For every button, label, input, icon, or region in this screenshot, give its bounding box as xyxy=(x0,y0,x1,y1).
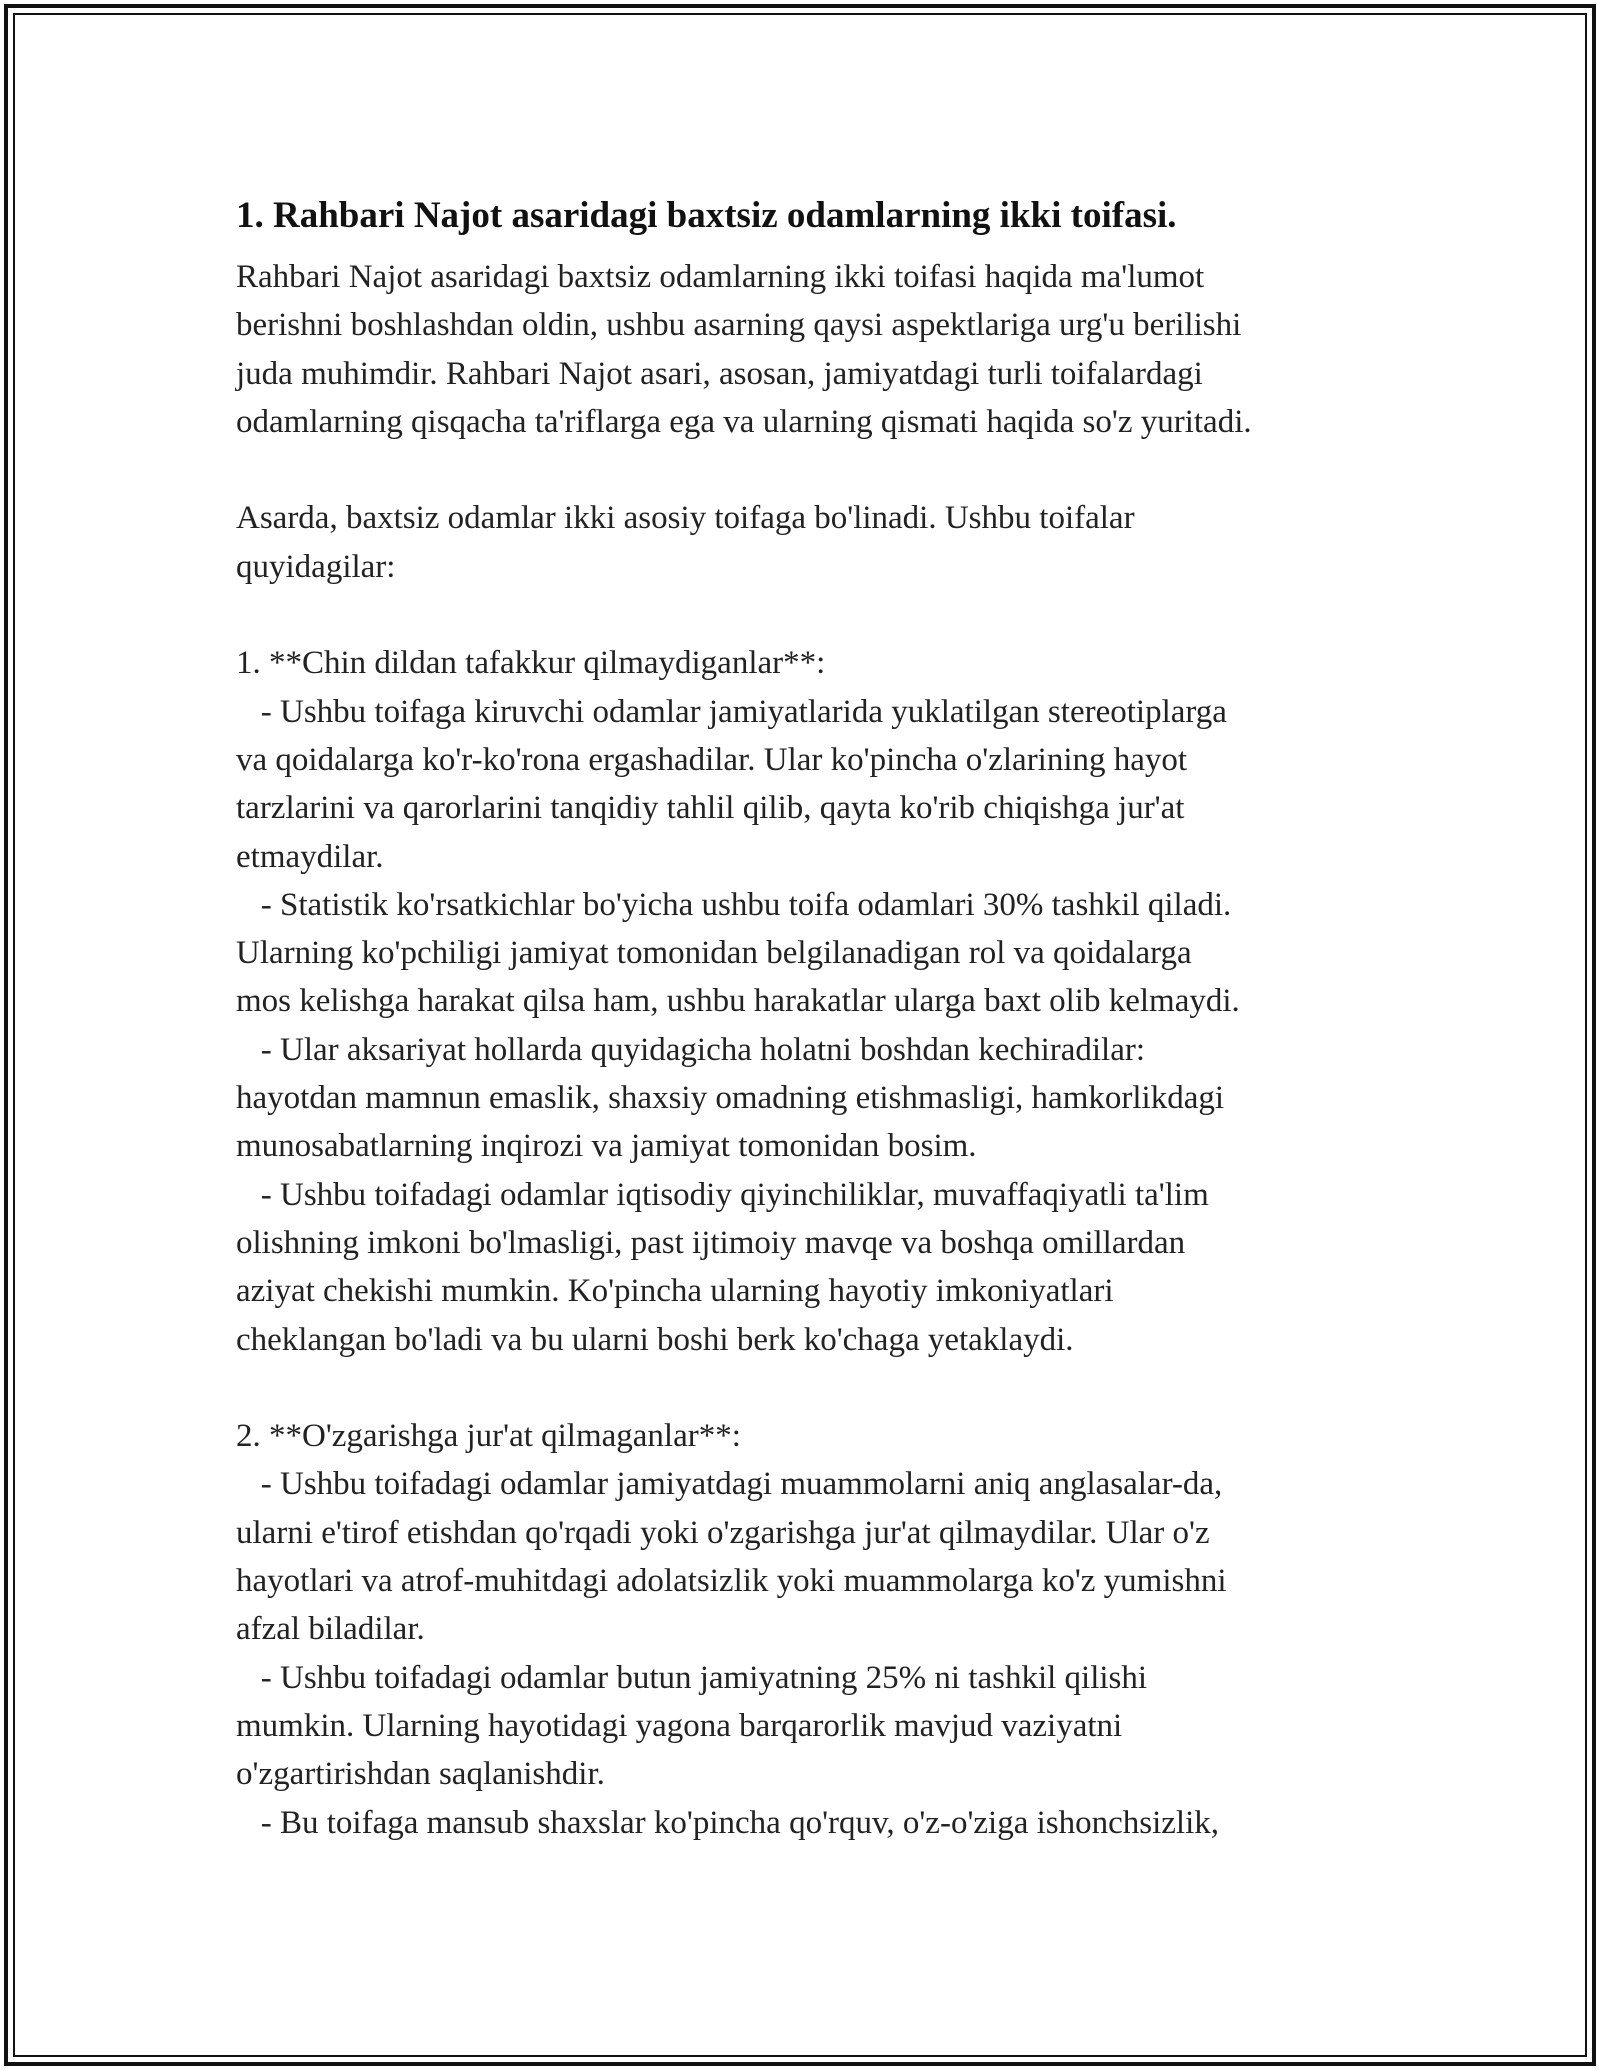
text-line: va qoidalarga ko'r-ko'rona ergashadilar. Ular ko'pincha o'zlarining hayot xyxy=(236,741,1188,778)
text-line: etmaydilar. xyxy=(236,838,384,875)
text-line: - Ushbu toifadagi odamlar jamiyatdagi muammolarni aniq anglasalar-da, xyxy=(236,1466,1223,1503)
paragraph-gap xyxy=(236,591,1416,639)
text-line: munosabatlarning inqirozi va jamiyat tomonidan bosim. xyxy=(236,1128,977,1165)
text-line: - Statistik ko'rsatkichlar bo'yicha ushbu toifa odamlari 30% tashkil qiladi. xyxy=(236,886,1232,923)
text-line: - Ushbu toifaga kiruvchi odamlar jamiyatlarida yuklatilgan stereotiplarga xyxy=(236,693,1227,730)
text-line: - Ushbu toifadagi odamlar iqtisodiy qiyinchiliklar, muvaffaqiyatli ta'lim xyxy=(236,1176,1209,1213)
document-content xyxy=(236,185,1416,1847)
category-1-bullet-1 xyxy=(236,688,1416,881)
document-title: 1. Rahbari Najot asaridagi baxtsiz odamlarning ikki toifasi. xyxy=(236,195,1177,236)
document-body xyxy=(236,253,1416,1847)
text-line: Asarda, baxtsiz odamlar ikki asosiy toifaga bo'linadi. Ushbu toifalar xyxy=(236,500,1135,537)
text-line: afzal biladilar. xyxy=(236,1611,425,1648)
paragraph-gap xyxy=(236,446,1416,494)
category-2-heading: 2. **O'zgarishga jur'at qilmaganlar**: xyxy=(236,1418,741,1455)
category-2-section xyxy=(236,1412,1416,1847)
category-1-bullet-2 xyxy=(236,881,1416,1026)
paragraph-gap xyxy=(236,1364,1416,1412)
text-line: odamlarning qisqacha ta'riflarga ega va ularning qismati haqida so'z yuritadi. xyxy=(236,403,1252,440)
text-line: hayotdan mamnun emaslik, shaxsiy omadning etishmasligi, hamkorlikdagi xyxy=(236,1080,1225,1117)
text-line: cheklangan bo'ladi va bu ularni boshi berk ko'chaga yetaklaydi. xyxy=(236,1321,1074,1358)
text-line: - Ushbu toifadagi odamlar butun jamiyatning 25% ni tashkil qilishi xyxy=(236,1659,1148,1696)
text-line: ularni e'tirof etishdan qo'rqadi yoki o'zgarishga jur'at qilmaydilar. Ular o'z xyxy=(236,1514,1210,1551)
category-2-bullet-3 xyxy=(236,1799,1416,1847)
text-line: o'zgartirishdan saqlanishdir. xyxy=(236,1756,605,1793)
category-2-bullet-2 xyxy=(236,1654,1416,1799)
category-1-bullet-4 xyxy=(236,1171,1416,1364)
text-line: olishning imkoni bo'lmasligi, past ijtimoiy mavqe va boshqa omillardan xyxy=(236,1224,1186,1261)
text-line: - Bu toifaga mansub shaxslar ko'pincha qo'rquv, o'z-o'ziga ishonchsizlik, xyxy=(236,1804,1220,1841)
text-line: tarzlarini va qarorlarini tanqidiy tahlil qilib, qayta ko'rib chiqishga jur'at xyxy=(236,790,1185,827)
text-line: juda muhimdir. Rahbari Najot asari, asosan, jamiyatdagi turli toifalardagi xyxy=(236,355,1203,392)
text-line: Ularning ko'pchiligi jamiyat tomonidan belgilanadigan rol va qoidalarga xyxy=(236,935,1192,972)
category-2-bullet-1 xyxy=(236,1460,1416,1653)
category-1-bullet-3 xyxy=(236,1026,1416,1171)
text-line: - Ular aksariyat hollarda quyidagicha holatni boshdan kechiradilar: xyxy=(236,1031,1146,1068)
text-line: mos kelishga harakat qilsa ham, ushbu harakatlar ularga baxt olib kelmaydi. xyxy=(236,983,1240,1020)
text-line: mumkin. Ularning hayotidagi yagona barqarorlik mavjud vaziyatni xyxy=(236,1707,1123,1744)
text-line: aziyat chekishi mumkin. Ko'pincha ularning hayotiy imkoniyatlari xyxy=(236,1273,1114,1310)
text-line: berishni boshlashdan oldin, ushbu asarning qaysi aspektlariga urg'u berilishi xyxy=(236,307,1242,344)
text-line: Rahbari Najot asaridagi baxtsiz odamlarning ikki toifasi haqida ma'lumot xyxy=(236,259,1205,295)
text-line: hayotlari va atrof-muhitdagi adolatsizlik yoki muammolarga ko'z yumishni xyxy=(236,1563,1227,1600)
text-line: quyidagilar: xyxy=(236,548,396,585)
intro-paragraph xyxy=(236,253,1416,446)
overview-paragraph xyxy=(236,494,1416,591)
category-1-heading: 1. **Chin dildan tafakkur qilmaydiganlar**: xyxy=(236,645,826,682)
category-1-section xyxy=(236,639,1416,1363)
